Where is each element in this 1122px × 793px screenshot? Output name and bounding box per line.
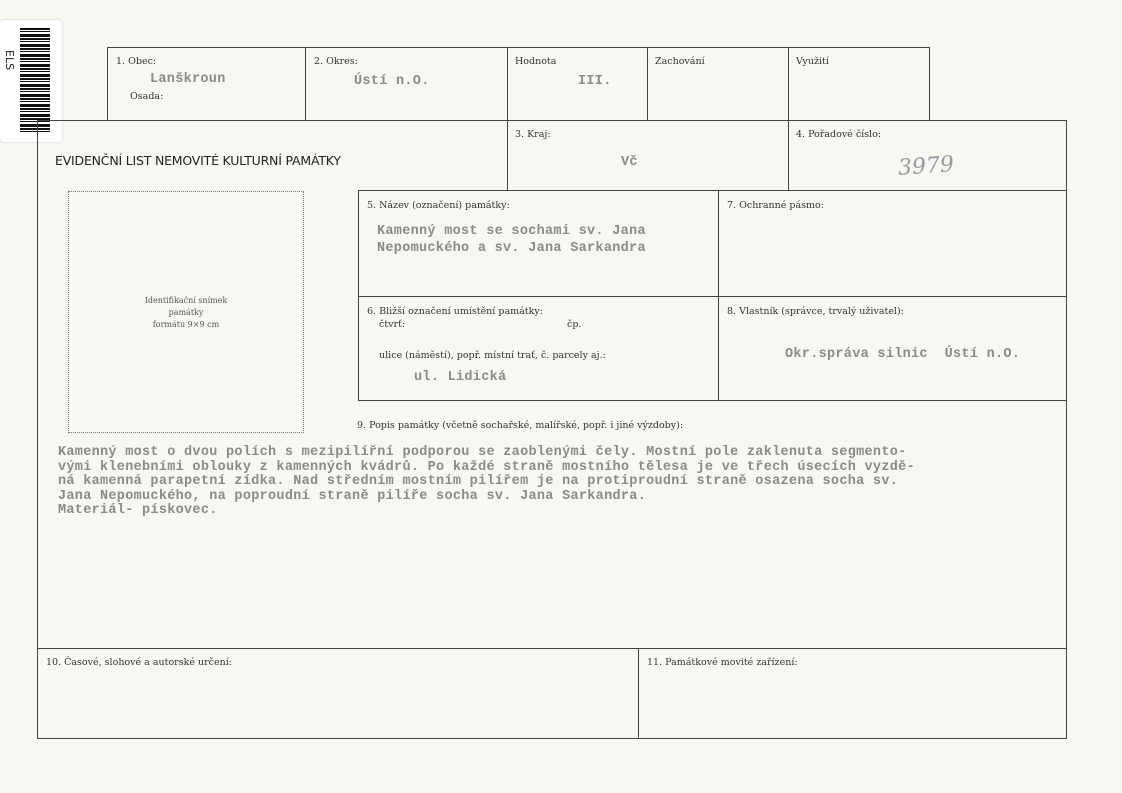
field-casove-urceni — [37, 648, 639, 739]
kraj-label: 3. Kraj: — [515, 129, 551, 140]
poradove-cislo-label: 4. Pořadové číslo: — [796, 129, 882, 140]
nazev-line: Nepomuckého a sv. Jana Sarkandra — [377, 241, 646, 256]
photo-line: formátu 9×9 cm — [152, 320, 220, 329]
ctvrt-label: čtvrť: — [379, 319, 406, 330]
sticker-code: ELS — [3, 50, 16, 71]
ochranne-pasmo-label: 7. Ochranné pásmo: — [727, 200, 824, 211]
field-nazev — [358, 190, 719, 297]
field-kraj — [507, 120, 789, 191]
osada-label: Osada: — [130, 91, 164, 102]
ulice-label: ulice (náměstí), popř. místní trať, č. parcely aj.: — [379, 350, 606, 361]
obec-label: 1. Obec: — [116, 56, 157, 67]
poradove-cislo-value: 3979 — [897, 152, 955, 181]
kraj-value: Vč — [621, 155, 638, 170]
nazev-line: Kamenný most se sochami sv. Jana — [377, 224, 646, 239]
casove-urceni-label: 10. Časové, slohové a autorské určení: — [46, 657, 232, 668]
okres-label: 2. Okres: — [314, 56, 358, 67]
nazev-label: 5. Název (označení) památky: — [367, 200, 510, 211]
popis-text — [58, 446, 915, 519]
field-okres — [305, 47, 508, 121]
vyuziti-label: Využití — [796, 56, 829, 67]
popis-line: Jana Nepomuckého, na poproudní straně pilíře socha sv. Jana Sarkandra. — [58, 488, 647, 504]
photo-line: památky — [168, 308, 204, 317]
field-movite-zarizeni — [638, 648, 1067, 739]
hodnota-value: III. — [578, 74, 612, 89]
okres-value: Ústí n.O. — [354, 74, 430, 89]
field-ochranne-pasmo — [718, 190, 1067, 297]
photo-placeholder — [68, 191, 304, 433]
ulice-value: ul. Lidická — [414, 370, 507, 385]
field-hodnota — [507, 47, 648, 121]
hodnota-label: Hodnota — [515, 56, 557, 67]
vlastnik-label: 8. Vlastník (správce, trvalý uživatel): — [727, 306, 904, 317]
movite-zarizeni-label: 11. Památkové movité zařízení: — [647, 657, 798, 668]
popis-line: Materiál- pískovec. — [58, 503, 218, 518]
photo-line: Identifikační snímek — [144, 296, 228, 305]
vlastnik-value: Okr.správa silnic Ústí n.O. — [785, 347, 1021, 362]
zachovani-label: Zachování — [655, 56, 705, 67]
field-zachovani — [647, 47, 789, 121]
popis-line: vými klenebními oblouky z kamenných kvádrů. Po každé straně mostního tělesa je ve třech úsecích vyzdě- — [58, 459, 915, 475]
field-vyuziti — [788, 47, 930, 121]
popis-label: 9. Popis památky (včetně sochařské, malířské, popř. i jiné výzdoby): — [357, 420, 684, 431]
cp-label: čp. — [567, 319, 582, 330]
umisteni-label: 6. Bližší označení umístění památky: — [367, 306, 543, 317]
form-title: EVIDENČNÍ LIST NEMOVITÉ KULTURNÍ PAMÁTKY — [55, 153, 341, 168]
field-vlastnik — [718, 296, 1067, 401]
popis-line: Kamenný most o dvou polích s mezipilířní podporou se zaoblenými čely. Mostní pole zaklenuta segmento- — [58, 445, 907, 460]
popis-line: ná kamenná parapetní zídka. Nad středním mostním pilířem je na protiproudní straně osazena socha sv. — [58, 474, 899, 489]
obec-value: Lanškroun — [150, 72, 226, 87]
field-umisteni — [358, 296, 719, 401]
barcode — [20, 28, 50, 134]
field-obec — [107, 47, 306, 121]
